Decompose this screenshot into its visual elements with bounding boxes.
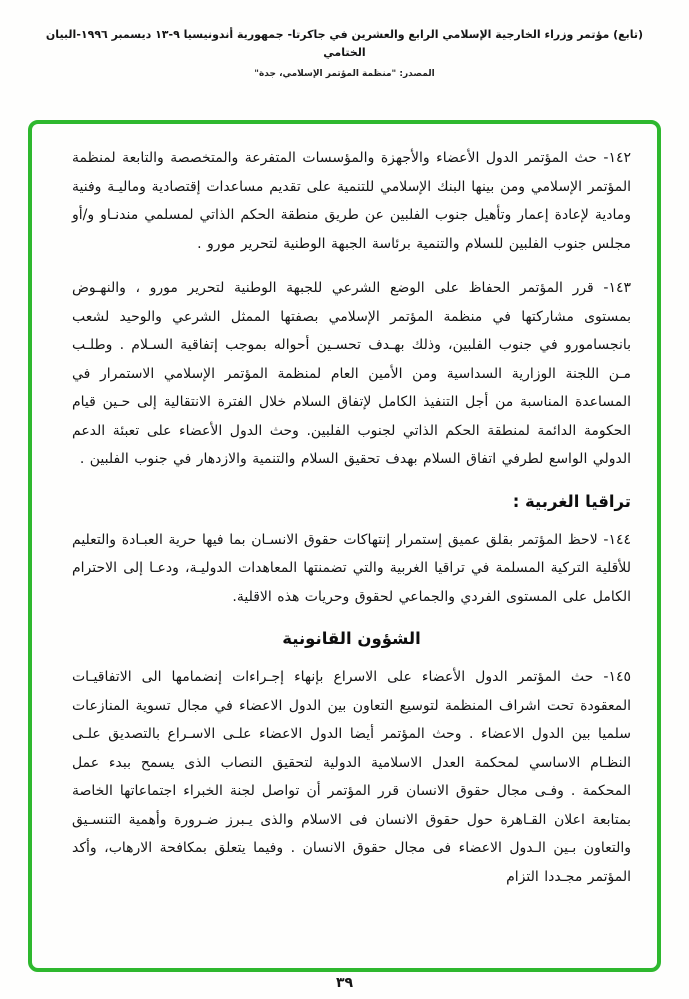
section-heading-western-thrace: تراقيا الغربية : [512, 491, 631, 511]
section-heading-legal-affairs: الشؤون القانونية [282, 629, 421, 648]
header-title: (تابع) مؤتمر وزراء الخارجية الإسلامي الرابع والعشرين في جاكرتا- جمهورية أندونيسيا ٩-١٣ ديسمبر ١٩٩٦-البيان الختامي [45, 28, 644, 59]
page-footer [0, 975, 689, 991]
header-source: المصدر: "منظمة المؤتمر الإسلامي، جدة" [254, 69, 435, 79]
paragraph-145: ١٤٥- حث المؤتمر الدول الأعضاء على الاسراع بإنهاء إجـراءات إنضمامها الى الاتفاقيـات المعقودة تحت اشراف المنظمة لتوسيع التعاون بين الدول الاعضاء في مجال تسوية المنازعات سلميا بين الدول الاعضاء . وحث المؤتمر أيضا الدول الاعضاء علـى الاسـراع بالتصديق علـى النظـام الاساسي لمحكمة العدل الاسلامية الدولية لتحقيق النصاب الذى يسمح ببدء عمل المحكمة . وفـى مجال حقوق الانسان قرر المؤتمر أن تواصل لجنة الخبراء اجتماعاتها الخاصة بمتابعة اعلان القـاهرة حول حقوق الانسان فى الاسلام والذى يـبرز ضـرورة وأهمية التنسـيق والتعاون بـين الـدول الاعضاء فى مجال حقوق الانسان . وفيما يتعلق بمكافحة الارهاب، وأكد المؤتمر مجـددا التزام [72, 669, 631, 885]
page-number: ٣٩ [335, 975, 354, 991]
paragraph-143: ١٤٣- قرر المؤتمر الحفاظ على الوضع الشرعي للجبهة الوطنية لتحرير مورو ، والنهـوض بمستوى مشاركتها في منظمة المؤتمر الإسلامي بصفتها الممثل الشرعي والوحيد لشعب بانجسامورو في جنوب الفلبين، وذلك بهـدف تحسـين أحواله بموجب إتفاقية السـلام . وطلـب مـن اللجنة الوزارية السداسية ومن الأمين العام لمنظمة المؤتمر الإسلامي الاستمرار في المساعدة المناسبة من أجل التنفيذ الكامل لإتفاق السلام خلال الفترة الانتقالية إلى حـين قيام الحكومة الدائمة لمنطقة الحكم الذاتي لجنوب الفلبين. وحث الدول الأعضاء على تعبئة الدعم الدولي الواسع لطرفي اتفاق السلام بهدف تحقيق السلام والتنمية والازدهار في جنوب الفلبين . [72, 280, 631, 467]
paragraph-142: ١٤٢- حث المؤتمر الدول الأعضاء والأجهزة والمؤسسات المتفرعة والمتخصصة والتابعة لمنظمة المؤتمر الإسلامي ومن بينها البنك الإسلامي للتنمية على تقديم مساعدات إقتصادية وماليـة وفنية ومادية لإعادة إعمار وتأهيل جنوب الفلبين عن طريق منطقة الحكم الذاتي لمسلمي مندنـاو و/أو مجلس جنوب الفلبين للسلام والتنمية برئاسة الجبهة الوطنية لتحرير مورو . [72, 150, 631, 252]
document-header [0, 0, 689, 82]
content-border-box [28, 120, 661, 972]
paragraph-144: ١٤٤- لاحظ المؤتمر بقلق عميق إستمرار إنتهاكات حقوق الانسـان بما فيها حرية العبـادة والتعليم للأقلية التركية المسلمة في تراقيا الغربية والتي تضمنتها المعاهدات الدوليـة، ودعـا إلى الاحترام الكامل على المستوى الفردي والجماعي لحقوق وحريات هذه الاقلية. [72, 531, 631, 605]
